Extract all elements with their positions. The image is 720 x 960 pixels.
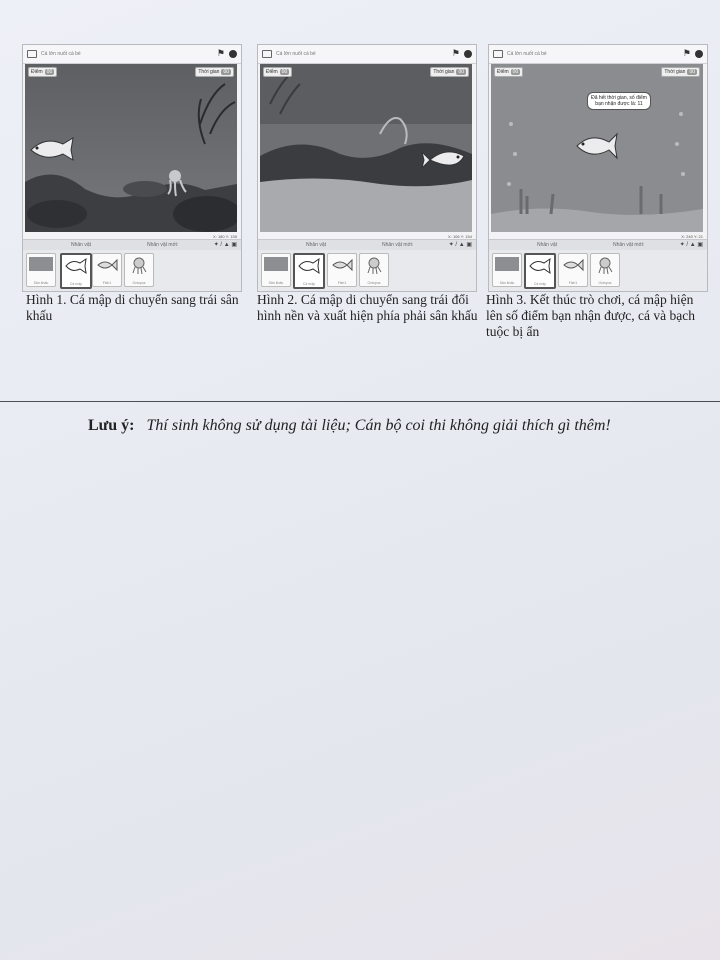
scratch-screenshot-3 xyxy=(488,44,708,292)
window-titlebar xyxy=(258,45,476,64)
time-monitor: Thời gian 00 xyxy=(430,67,469,77)
stop-icon xyxy=(464,50,472,58)
speech-bubble: Đã hết thời gian, số điểm bạn nhận được là: 11 xyxy=(587,92,651,110)
sprite-thumb-fish[interactable]: Fish1 xyxy=(558,253,588,287)
sprite-thumb-stage[interactable]: Sân khấu xyxy=(492,253,522,287)
sprite-thumb-octopus[interactable]: Octopus xyxy=(359,253,389,287)
sprite-thumb-fish[interactable]: Fish1 xyxy=(327,253,357,287)
sprite-thumb-octopus[interactable]: Octopus xyxy=(590,253,620,287)
figure-3-caption: Hình 3. Kết thúc trò chơi, cá mập hiện lên số điểm bạn nhận được, cá và bạch tuộc bị ẩn xyxy=(486,292,696,339)
sprite-list xyxy=(489,250,707,291)
sprite-list xyxy=(23,250,241,291)
sprite-thumb-fish[interactable]: Fish1 xyxy=(92,253,122,287)
sprites-label: Nhân vật xyxy=(306,242,327,248)
note-text: Thí sinh không sử dụng tài liệu; Cán bộ coi thi không giải thích gì thêm! xyxy=(146,417,611,434)
sprite-thumb-stage[interactable]: Sân khấu xyxy=(261,253,291,287)
exam-note xyxy=(88,417,611,435)
time-monitor: Thời gian 00 xyxy=(661,67,700,77)
green-flag-icon: ⚑ xyxy=(451,48,460,58)
divider-line xyxy=(0,401,720,402)
mouse-coords: X: 180 Y: 155 xyxy=(213,234,237,239)
green-flag-icon: ⚑ xyxy=(682,48,691,58)
scratch-screenshot-1 xyxy=(22,44,242,292)
new-sprite-label: Nhân vật mới: xyxy=(147,242,179,248)
new-sprite-label: Nhân vật mới: xyxy=(613,242,645,248)
score-monitor: Điểm 00 xyxy=(263,67,292,77)
mouse-coords: X: 106 Y: 154 xyxy=(448,234,472,239)
window-icon xyxy=(262,50,272,58)
sprite-thumb-stage[interactable]: Sân khấu xyxy=(26,253,56,287)
time-monitor: Thời gian 00 xyxy=(195,67,234,77)
sprite-panel-header xyxy=(489,239,707,250)
new-sprite-tools-icon[interactable]: ✦ / ▲ ▣ xyxy=(679,242,703,248)
window-icon xyxy=(493,50,503,58)
window-titlebar xyxy=(23,45,241,64)
new-sprite-tools-icon[interactable]: ✦ / ▲ ▣ xyxy=(448,242,472,248)
score-monitor: Điểm 00 xyxy=(28,67,57,77)
sprites-label: Nhân vật xyxy=(71,242,92,248)
note-label: Lưu ý: xyxy=(88,417,135,434)
stop-icon xyxy=(229,50,237,58)
sprites-label: Nhân vật xyxy=(537,242,558,248)
figure-2-caption: Hình 2. Cá mập di chuyển sang trái đổi hình nền và xuất hiện phía phải sân khấu xyxy=(257,292,478,323)
sprite-panel-header xyxy=(23,239,241,250)
sprite-thumb-shark[interactable]: Cá mập xyxy=(293,253,325,289)
figure-2 xyxy=(257,44,475,294)
project-title: Cá lớn nuốt cá bé xyxy=(276,51,316,57)
figure-1 xyxy=(22,44,240,294)
sprite-thumb-shark[interactable]: Cá mập xyxy=(524,253,556,289)
window-titlebar xyxy=(489,45,707,64)
scratch-screenshot-2 xyxy=(257,44,477,292)
new-sprite-tools-icon[interactable]: ✦ / ▲ ▣ xyxy=(213,242,237,248)
green-flag-icon: ⚑ xyxy=(216,48,225,58)
score-monitor: Điểm 00 xyxy=(494,67,523,77)
new-sprite-label: Nhân vật mới: xyxy=(382,242,414,248)
project-title: Cá lớn nuốt cá bé xyxy=(507,51,547,57)
mouse-coords: X: 240 Y: 21 xyxy=(681,234,703,239)
stop-icon xyxy=(695,50,703,58)
sprite-panel-header xyxy=(258,239,476,250)
sprite-thumb-octopus[interactable]: Octopus xyxy=(124,253,154,287)
stage xyxy=(260,64,472,232)
stage xyxy=(25,64,237,232)
window-icon xyxy=(27,50,37,58)
project-title: Cá lớn nuốt cá bé xyxy=(41,51,81,57)
sprite-thumb-shark[interactable]: Cá mập xyxy=(60,253,92,289)
figure-1-caption: Hình 1. Cá mập di chuyển sang trái sân khấu xyxy=(26,292,239,323)
figure-3 xyxy=(488,44,706,294)
stage xyxy=(491,64,703,232)
sprite-list xyxy=(258,250,476,291)
